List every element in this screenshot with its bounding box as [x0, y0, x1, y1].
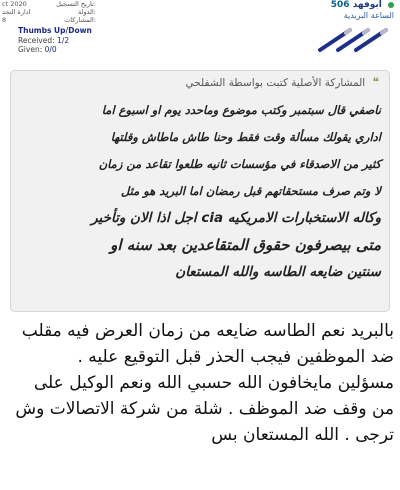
meta-row [2, 16, 96, 24]
post-line: بالبريد نعم الطاسه ضايعه من زمان العرض فيه مقلب [21, 321, 394, 341]
meta-label: المشاركات: [64, 16, 96, 24]
quote-author-line[interactable]: المشاركة الأصلية كتبت بواسطة الشفلحي [185, 77, 366, 89]
post-line: ضد الموظفين فيجب الحذر قبل التوقيع عليه . [77, 347, 394, 367]
pens-rank-icon [316, 26, 392, 54]
user-post-count: 506 [330, 0, 350, 10]
user-info [274, 0, 394, 20]
username-link[interactable] [274, 0, 394, 10]
thumbs-label: Thumbs Up/Down [18, 26, 92, 35]
quote-line: لا وتم صرف مستحقاتهم قبل رمضان اما البريد هو مثل [120, 184, 381, 198]
quote-line: متى بيصرفون حقوق المتقاعدين بعد سنه او [110, 236, 381, 254]
meta-value: 8 [2, 16, 7, 24]
user-title: الساعة البريدية [343, 11, 394, 20]
thumbs-counts [18, 36, 69, 54]
username: ابوفهد [352, 0, 382, 10]
post-body [4, 318, 394, 448]
post-line: من وقف ضد الموظف . شلة من شركة الاتصالات وش [15, 399, 394, 419]
post-header [0, 0, 400, 64]
meta-value: ادارة النجد [2, 8, 31, 16]
received-value: 1/2 [57, 36, 70, 45]
quote-body [15, 97, 381, 286]
post-line: ترجى . الله المستعان بس [211, 425, 394, 445]
quote-box [10, 70, 390, 312]
quote-line: وكاله الاستخبارات الامريكيه cia اجل اذا الان وتأخير [91, 210, 381, 226]
meta-row [2, 8, 96, 16]
post-line: مسؤلين مايخافون الله حسبي الله ونعم الوكيل على [33, 373, 394, 393]
meta-value: ct 2020 [2, 0, 27, 8]
quote-line: كثير من الاصدقاء في مؤسسات ثانيه طلعوا تقاعد من زمان [98, 157, 381, 171]
meta-rows [2, 0, 96, 24]
quote-icon: ❝ [372, 75, 379, 89]
online-status-icon [388, 2, 394, 8]
quote-line: سنتين ضايعه الطاسه والله المستعان [175, 264, 381, 280]
received-label: Received: [18, 36, 55, 45]
quote-line: اداري يقولك مسألة وقت فقط وحنا طاش ماطاش وقلتها [110, 130, 381, 144]
given-value: 0/0 [44, 45, 57, 54]
given-label: Given: [18, 45, 43, 54]
meta-row [2, 0, 96, 8]
quote-line: ناصفي قال سبتمبر وكتب موضوع وماحدد يوم او اسبوع اما [101, 103, 381, 117]
meta-label: الدولة: [77, 8, 96, 16]
quote-header [186, 75, 379, 89]
meta-label: تاريخ التسجيل: [56, 0, 96, 8]
